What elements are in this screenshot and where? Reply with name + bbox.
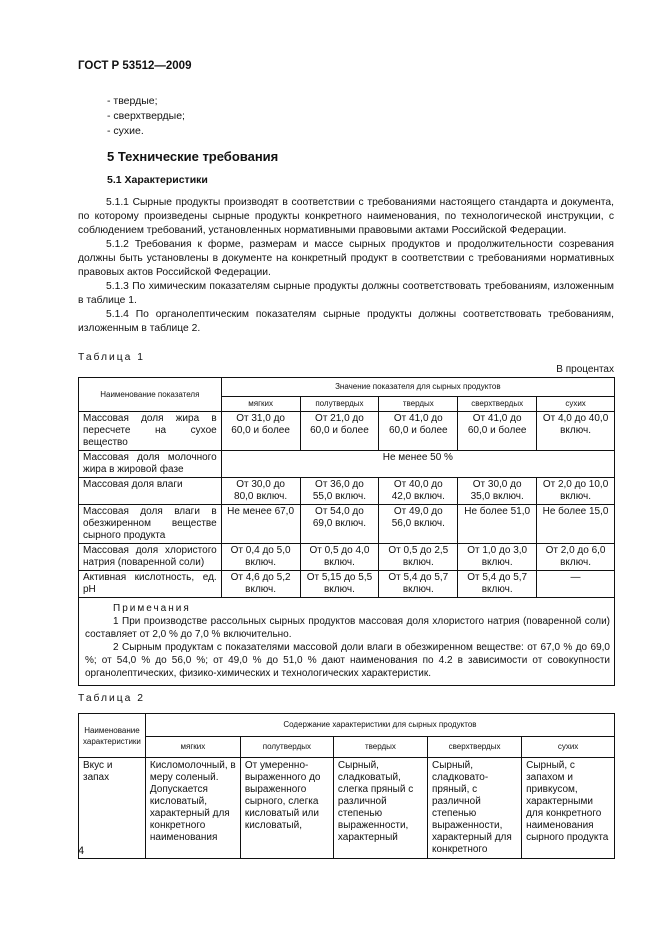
note: 2 Сырным продуктам с показателями массовой доли влаги в обезжиренном веществе: от 67,0 % до 69,0 %; от 54,0 % до 56,0 %; от 49,0 % до 51,0 % дают наименования по 4.2 в зависимости от совокупности органолептических, физико-химических и технологических характеристик. (85, 642, 610, 679)
table2-subcol: твердых (333, 737, 427, 758)
list-item: - сверхтвердые; (107, 110, 185, 122)
cell: От 36,0 до 55,0 включ. (300, 478, 379, 505)
cell: От 40,0 до 42,0 включ. (379, 478, 458, 505)
cell: От 0,5 до 2,5 включ. (379, 544, 458, 571)
table1-col-name: Наименование показателя (79, 378, 222, 412)
cell: От 1,0 до 3,0 включ. (458, 544, 537, 571)
table1-subcol: полутвердых (300, 397, 379, 412)
cell: От 5,15 до 5,5 включ. (300, 571, 379, 598)
cell: Не более 51,0 (458, 505, 537, 544)
cell: От 4,0 до 40,0 включ. (537, 412, 615, 451)
table2-caption: Таблица 2 (78, 693, 145, 704)
cell: От 2,0 до 10,0 включ. (537, 478, 615, 505)
cell: От 2,0 до 6,0 включ. (537, 544, 615, 571)
table-row (79, 451, 615, 478)
section-title: 5 Технические требования (107, 149, 279, 164)
cell: От 31,0 до 60,0 и более (221, 412, 300, 451)
document-header: ГОСТ Р 53512—2009 (78, 60, 192, 72)
cell: От 5,4 до 5,7 включ. (379, 571, 458, 598)
table-notes-row (79, 598, 615, 686)
cell: Сырный, сладковатый, слегка пряный с различной степенью выраженности, характерный (333, 758, 427, 859)
table2 (78, 713, 615, 859)
type-list (107, 94, 185, 139)
row-name: Активная кислотность, ед. pH (79, 571, 222, 598)
subsection-title: 5.1 Характеристики (107, 174, 208, 186)
cell: От умеренно-выраженного до выраженного сырного, слегка кисловатый или кисловатый, (240, 758, 333, 859)
table1 (78, 377, 615, 686)
table2-subcol: сухих (522, 737, 615, 758)
table1-subcol: мягких (221, 397, 300, 412)
cell: От 0,5 до 4,0 включ. (300, 544, 379, 571)
table1-notes (79, 598, 615, 686)
table1-subcol: твердых (379, 397, 458, 412)
cell: Не более 15,0 (537, 505, 615, 544)
list-item: - сухие. (107, 125, 144, 137)
row-name: Массовая доля влаги (79, 478, 222, 505)
cell: От 21,0 до 60,0 и более (300, 412, 379, 451)
notes-title: Примечания (113, 603, 191, 614)
cell: От 54,0 до 69,0 включ. (300, 505, 379, 544)
paragraph: 5.1.4 По органолептическим показателям сырные продукты должны соответствовать требованиям, изложенным в таблице 2. (78, 309, 614, 334)
table1-caption: Таблица 1 (78, 352, 145, 363)
row-name: Массовая доля молочного жира в жировой фазе (79, 451, 222, 478)
cell: От 5,4 до 5,7 включ. (458, 571, 537, 598)
cell: От 0,4 до 5,0 включ. (221, 544, 300, 571)
row-name: Вкус и запах (79, 758, 146, 859)
cell: Не менее 67,0 (221, 505, 300, 544)
table2-col-name: Наименование характеристики (79, 714, 146, 758)
list-item: - твердые; (107, 95, 158, 107)
table-row (79, 758, 615, 859)
cell: Кисломолочный, в меру соленый. Допускается кисловатый, характерный для конкретного наименования (145, 758, 240, 859)
paragraph: 5.1.1 Сырные продукты производят в соответствии с требованиями настоящего стандарта и документа, по которому произведены сырные продукты конкретного наименования, по технологической инструкции, с соблюдением требований, установленных нормативными правовыми актами Российской Федерации. (78, 197, 614, 236)
table1-subcol: сверхтвердых (458, 397, 537, 412)
note: 1 При производстве рассольных сырных продуктов массовая доля хлористого натрия (поваренной соли) составляет от 2,0 % до 7,0 % включительно. (85, 616, 610, 640)
table1-unit: В процентах (556, 364, 614, 375)
cell: От 30,0 до 80,0 включ. (221, 478, 300, 505)
paragraph: 5.1.3 По химическим показателям сырные продукты должны соответствовать требованиям, изложенным в таблице 1. (78, 281, 614, 306)
table-row (79, 544, 615, 571)
cell: От 4,6 до 5,2 включ. (221, 571, 300, 598)
table-row (79, 505, 615, 544)
table-row (79, 478, 615, 505)
cell: Сырный, сладковато-пряный, с различной степенью выраженности, характерный для конкретного (428, 758, 522, 859)
cell: — (537, 571, 615, 598)
cell: Сырный, с запахом и привкусом, характерными для конкретного наименования сырного продукта (522, 758, 615, 859)
table2-subcol: мягких (145, 737, 240, 758)
page-number: 4 (78, 845, 85, 857)
paragraph: 5.1.2 Требования к форме, размерам и массе сырных продуктов и продолжительности созревания должны быть установлены в документе на конкретный продукт в соответствии с требованиями нормативных правовых актов Российской Федерации. (78, 239, 614, 278)
table2-col-group: Содержание характеристики для сырных продуктов (145, 714, 614, 737)
cell: От 30,0 до 35,0 включ. (458, 478, 537, 505)
table1-col-group: Значение показателя для сырных продуктов (221, 378, 614, 397)
row-name: Массовая доля хлористого натрия (поваренной соли) (79, 544, 222, 571)
body-text (78, 196, 614, 336)
table2-subcol: полутвердых (240, 737, 333, 758)
cell: От 49,0 до 56,0 включ. (379, 505, 458, 544)
row-name: Массовая доля влаги в обезжиренном веществе сырного продукта (79, 505, 222, 544)
cell: От 41,0 до 60,0 и более (458, 412, 537, 451)
row-name: Массовая доля жира в пересчете на сухое вещество (79, 412, 222, 451)
merged-cell: Не менее 50 % (221, 451, 614, 478)
table1-subcol: сухих (537, 397, 615, 412)
table-row (79, 571, 615, 598)
table2-subcol: сверхтвердых (428, 737, 522, 758)
cell: От 41,0 до 60,0 и более (379, 412, 458, 451)
table-row (79, 412, 615, 451)
